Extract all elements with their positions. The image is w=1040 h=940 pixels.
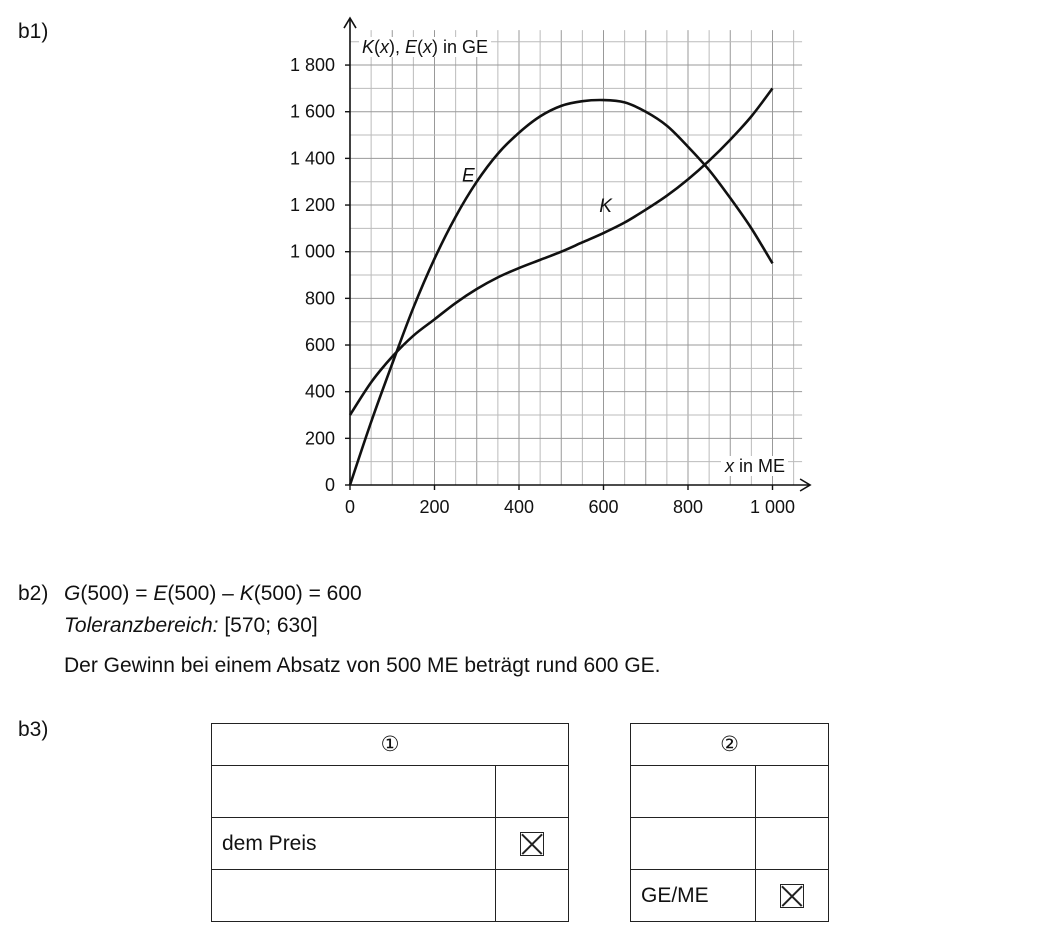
choice-table-2 [630, 723, 829, 922]
y-tick-label: 1 000 [289, 241, 335, 262]
formula-E: E [153, 582, 168, 605]
formula-part: (500) = 600 [253, 582, 362, 605]
table2-option-text: GE/ME [631, 870, 756, 922]
part-b1-label: b1) [18, 20, 49, 43]
profit-formula [64, 582, 362, 606]
curve-labels [462, 166, 613, 217]
chart-axes [344, 18, 810, 491]
x-tick-label: 0 [344, 497, 356, 517]
x-tick-label: 200 [419, 497, 450, 517]
y-tick-label: 200 [304, 428, 335, 449]
table1-header: ① [212, 724, 569, 766]
formula-part: (500) – [167, 582, 240, 605]
table2-option-text [631, 818, 756, 870]
axis-label-part: ) in GE [432, 37, 489, 57]
y-tick-label: 1 400 [289, 148, 335, 169]
choice-table-1 [211, 723, 569, 922]
axis-label-part: x [725, 456, 734, 476]
y-tick-label: 800 [304, 288, 335, 309]
formula-G: G [64, 582, 81, 605]
chart-grid [350, 30, 802, 485]
table2-header: ② [631, 724, 829, 766]
table-row [212, 870, 569, 922]
chart-ticks [290, 55, 795, 517]
x-tick-label: 400 [503, 497, 535, 517]
table2-checkbox-cell[interactable] [756, 870, 829, 922]
y-tick-label: 1 800 [289, 55, 335, 76]
checked-box-icon[interactable] [520, 832, 544, 856]
axis-label-part: ( [417, 37, 424, 57]
axis-label-part: ( [374, 37, 381, 57]
table-row [631, 870, 829, 922]
table1-checkbox-cell[interactable] [496, 766, 569, 818]
part-b3-label: b3) [18, 718, 49, 741]
checked-box-icon[interactable] [780, 884, 804, 908]
table1-option-text [212, 766, 496, 818]
x-tick-label: 600 [588, 497, 619, 517]
axis-label-part: in ME [734, 456, 786, 476]
cost-revenue-chart [270, 10, 830, 530]
y-tick-label: 0 [324, 475, 335, 495]
axis-label-part: E [405, 37, 418, 57]
table-row [212, 818, 569, 870]
axis-label-part: x [380, 37, 390, 57]
tolerance-range [64, 614, 318, 638]
y-tick-label: 1 600 [289, 101, 335, 122]
table2-checkbox-cell[interactable] [756, 766, 829, 818]
y-tick-label: 400 [304, 381, 335, 402]
profit-sentence: Der Gewinn bei einem Absatz von 500 ME beträgt rund 600 GE. [64, 654, 661, 677]
table-row [631, 818, 829, 870]
tolerance-value: [570; 630] [218, 614, 318, 637]
axis-label-part: ), [389, 37, 406, 57]
table1-option-text [212, 870, 496, 922]
x-tick-label: 800 [672, 497, 704, 517]
table-row [631, 766, 829, 818]
x-tick-label: 1 000 [749, 497, 796, 517]
part-b2-label: b2) [18, 582, 49, 605]
table1-checkbox-cell[interactable] [496, 870, 569, 922]
table1-checkbox-cell[interactable] [496, 818, 569, 870]
table-row [212, 766, 569, 818]
axis-label-part: x [423, 37, 433, 57]
table1-option-text: dem Preis [212, 818, 496, 870]
tolerance-label: Toleranzbereich: [64, 614, 219, 637]
curve-label-E: E [461, 165, 475, 187]
y-tick-label: 1 200 [289, 195, 335, 216]
y-axis-label [362, 37, 488, 57]
y-tick-label: 600 [304, 335, 335, 356]
axis-label-part: K [362, 37, 375, 57]
table2-option-text [631, 766, 756, 818]
x-axis-label [724, 456, 785, 476]
formula-K: K [239, 582, 254, 605]
curve-label-K: K [599, 196, 612, 218]
formula-part: (500) = [80, 582, 154, 605]
table2-checkbox-cell[interactable] [756, 818, 829, 870]
